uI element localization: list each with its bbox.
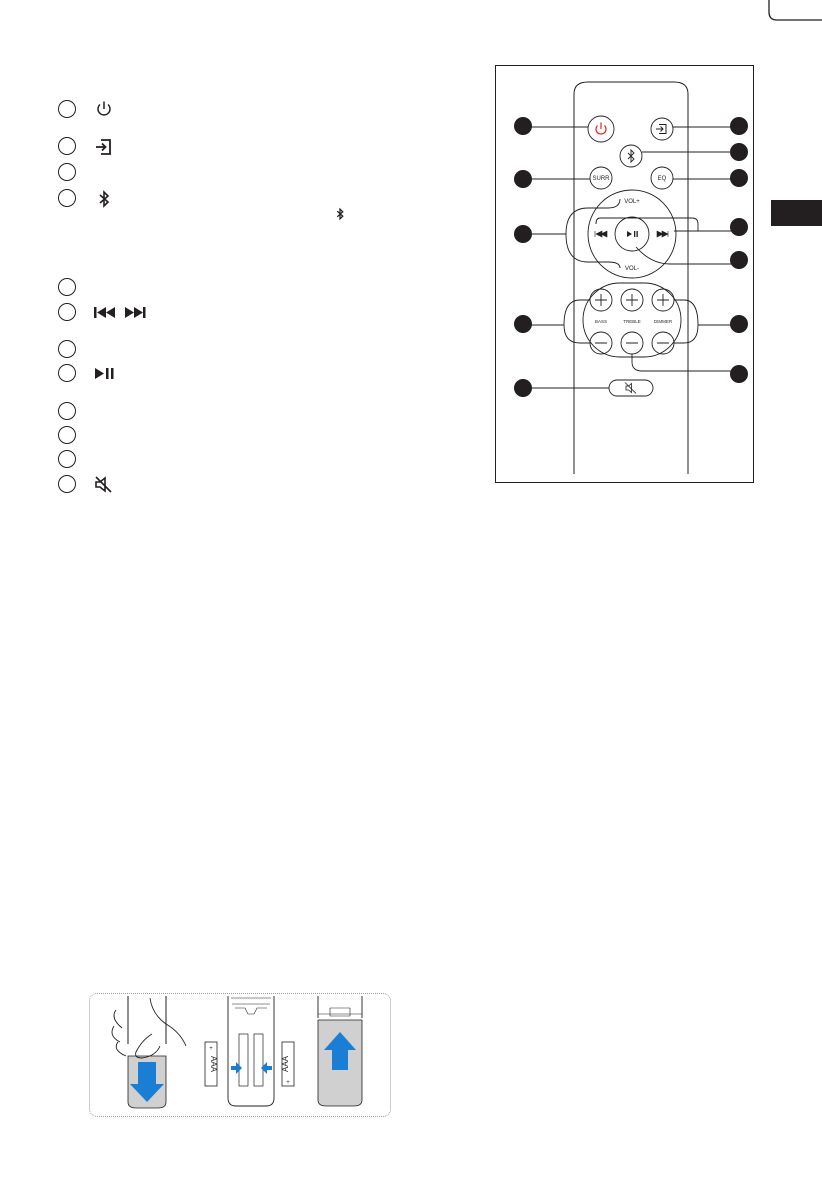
callout-number-circle xyxy=(58,450,76,468)
side-tab xyxy=(771,200,822,226)
callout-dot xyxy=(514,170,532,188)
battery-figure xyxy=(89,993,391,1117)
callout-number-circle xyxy=(58,100,76,118)
svg-text:AAA: AAA xyxy=(209,1055,218,1073)
vol-down-label: VOL- xyxy=(624,266,640,272)
remote-diagram xyxy=(495,65,754,483)
callout-dot xyxy=(730,169,748,187)
callout-number-circle xyxy=(58,340,76,358)
svg-text:+: + xyxy=(209,1046,213,1052)
callout-number-circle xyxy=(58,278,76,296)
aaa-battery-left xyxy=(205,1042,218,1086)
callout-dot xyxy=(514,315,532,333)
remove-cover-illustration xyxy=(112,996,186,1108)
power-icon xyxy=(94,100,154,120)
dimmer-label: DIMMER xyxy=(653,319,673,324)
callout-number-circle xyxy=(58,475,76,493)
callout-dot xyxy=(514,225,532,243)
callout-dot xyxy=(730,365,748,383)
input-source-icon xyxy=(94,137,154,157)
battery-compartment-illustration xyxy=(228,996,274,1106)
svg-text:AAA: AAA xyxy=(281,1055,290,1073)
replace-cover-illustration xyxy=(318,996,362,1106)
callout-number-circle xyxy=(58,402,76,420)
aaa-battery-right xyxy=(281,1042,294,1086)
callout-number-circle xyxy=(58,364,76,382)
vol-up-label: VOL+ xyxy=(624,199,640,205)
callout-dot xyxy=(514,117,532,135)
callout-dot xyxy=(514,379,532,397)
callout-dot xyxy=(730,117,748,135)
callout-dot xyxy=(730,315,748,333)
play-pause-icon xyxy=(94,364,154,384)
bass-label: BASS xyxy=(594,319,608,324)
callout-number-circle xyxy=(58,163,76,181)
callout-number-circle xyxy=(58,303,76,321)
treble-label: TREBLE xyxy=(623,319,641,324)
mute-icon xyxy=(94,475,154,495)
top-rule xyxy=(0,0,822,40)
callout-dot xyxy=(730,218,748,236)
svg-text:+: + xyxy=(286,1080,290,1086)
bluetooth-icon xyxy=(333,205,347,223)
eq-label: EQ xyxy=(657,176,667,182)
callout-dot xyxy=(730,143,748,161)
callout-number-circle xyxy=(58,189,76,207)
callout-dot xyxy=(730,251,748,269)
callout-number-circle xyxy=(58,426,76,444)
surr-label: SURR xyxy=(592,176,610,182)
callout-number-circle xyxy=(58,137,76,155)
previous-next-icon xyxy=(94,303,154,323)
bluetooth-icon xyxy=(94,189,154,209)
